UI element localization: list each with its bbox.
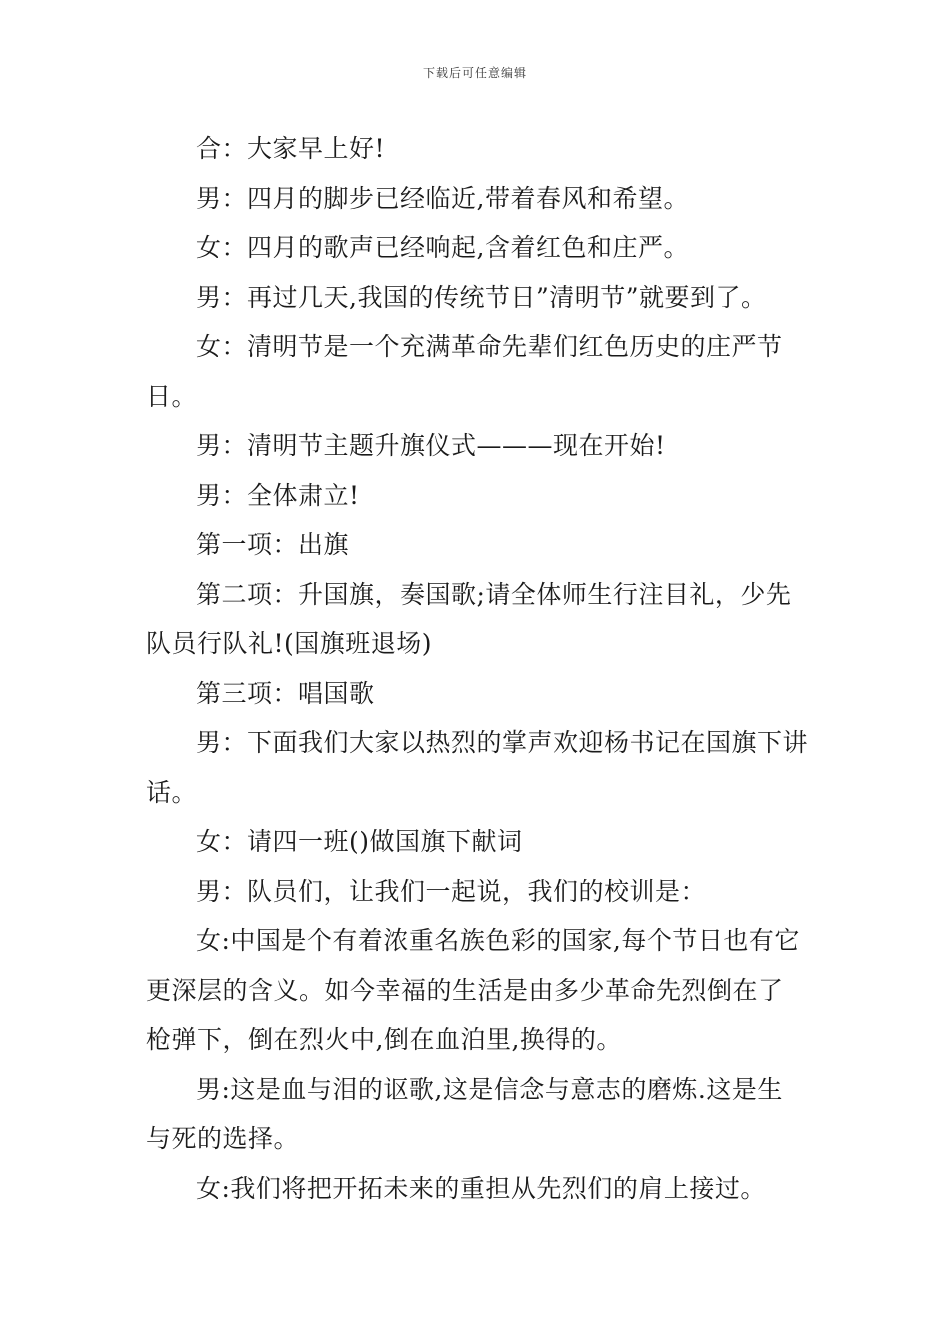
paragraph: 女：四月的歌声已经响起,含着红色和庄严。 <box>196 233 689 262</box>
paragraph: 女:中国是个有着浓重名族色彩的国家,每个节日也有它更深层的含义。如今幸福的生活是由多少革命先烈倒在了枪弹下，倒在烈火中,倒在血泊里,换得的。 <box>146 926 800 1054</box>
paragraph: 男：下面我们大家以热烈的掌声欢迎杨书记在国旗下讲话。 <box>146 728 809 807</box>
paragraph: 女:我们将把开拓未来的重担从先烈们的肩上接过。 <box>196 1173 766 1203</box>
paragraph: 男：四月的脚步已经临近,带着春风和希望。 <box>196 183 689 213</box>
paragraph: 第二项：升国旗，奏国歌;请全体师生行注目礼，少先队员行队礼!(国旗班退场) <box>146 579 792 658</box>
document-body <box>146 124 808 1213</box>
paragraph: 女：清明节是一个充满革命先辈们红色历史的庄严节日。 <box>146 332 783 411</box>
paragraph: 男：队员们，让我们一起说，我们的校训是： <box>196 876 707 906</box>
page-header: 下载后可任意编辑 <box>422 66 527 80</box>
paragraph: 女：请四一班()做国旗下献词 <box>196 827 523 856</box>
paragraph: 男：全体肃立! <box>196 480 360 510</box>
paragraph: 男：再过几天,我国的传统节日”清明节”就要到了。 <box>196 282 767 312</box>
paragraph: 男:这是血与泪的讴歌,这是信念与意志的磨炼.这是生与死的选择。 <box>146 1074 783 1153</box>
paragraph: 第一项：出旗 <box>196 530 350 559</box>
paragraph: 合：大家早上好! <box>196 134 386 163</box>
paragraph: 第三项：唱国歌 <box>196 678 375 708</box>
paragraph: 男：清明节主题升旗仪式———现在开始! <box>196 431 666 460</box>
